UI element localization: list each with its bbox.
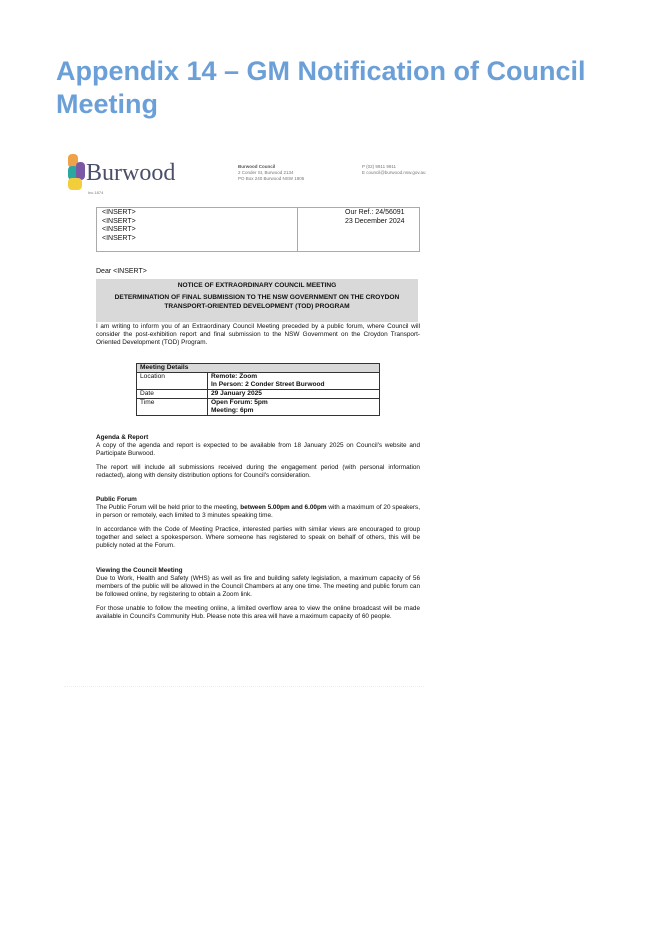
logo-mark-icon: [66, 152, 88, 194]
intro-paragraph: I am writing to inform you of an Extraordinary Council Meeting preceded by a public forum, where Council will consider the post-exhibition report and final submission to the NSW Government on the Croydon Transport-Oriented Development (TOD) Program.: [96, 323, 420, 346]
agenda-paragraph-2: The report will include all submissions received during the engagement period (with personal information redacted), along with density distribution options for Council's consideration.: [96, 464, 420, 479]
location-in-person: In Person: 2 Conder Street Burwood: [211, 381, 325, 388]
logo-word: Burwood: [86, 160, 176, 186]
letter-date: 23 December 2024: [345, 217, 405, 225]
address-line-1: 2 Conder St, Burwood 2134: [238, 170, 294, 175]
recipient-line: <INSERT>: [102, 217, 136, 225]
recipient-line: <INSERT>: [102, 226, 136, 234]
salutation: Dear <INSERT>: [96, 268, 147, 275]
forum-text-c: with a maximum of 20 speakers, in person or remotely, each limited to 3 minutes speaking time.: [96, 504, 420, 519]
time-value: [208, 399, 380, 416]
recipient-line: <INSERT>: [102, 234, 136, 242]
viewing-paragraph-1: Due to Work, Health and Safety (WHS) as well as fire and building safety legislation, a maximum capacity of 56 members of the public will be allowed in the Council Chambers at any one time. The meeting and public forum can be followed online, by registering to obtain a Zoom link.: [96, 575, 420, 598]
box-divider: [297, 208, 299, 251]
recipient-lines: [102, 209, 136, 243]
time-meeting: Meeting: 6pm: [211, 407, 254, 414]
reference-block: [345, 209, 405, 226]
notice-banner: [96, 279, 418, 322]
location-remote: Remote: Zoom: [211, 373, 258, 380]
page-heading: Appendix 14 – GM Notification of Council Meeting: [56, 56, 586, 119]
recipient-box: [96, 207, 420, 252]
public-forum-paragraph-2: In accordance with the Code of Meeting Practice, interested parties with similar views are encouraged to group together and select a spokesperson. Where someone has registered to speak on behalf of others, this will be publicly noted at the Forum.: [96, 526, 420, 549]
notice-subtitle: DETERMINATION OF FINAL SUBMISSION TO THE NSW GOVERNMENT ON THE CROYDON TRANSPORT-ORIENTED DEVELOPMENT (TOD) PROGRAM: [114, 294, 400, 310]
agenda-section: [96, 434, 420, 480]
forum-text-a: The Public Forum will be held prior to the meeting,: [96, 504, 241, 511]
address-line-2: PO Box 240 Burwood NSW 1805: [238, 176, 305, 181]
viewing-heading: Viewing the Council Meeting: [96, 567, 183, 574]
forum-text-time: between 5.00pm and 6.00pm: [240, 504, 327, 511]
viewing-section: [96, 567, 420, 621]
burwood-logo: [66, 152, 206, 198]
our-ref: Our Ref.: 24/56091: [345, 209, 405, 216]
public-forum-section: [96, 496, 420, 550]
public-forum-paragraph-1: [96, 504, 420, 520]
date-value: 29 January 2025: [208, 390, 380, 399]
council-address: [238, 164, 304, 182]
council-contact: [362, 164, 426, 176]
agenda-heading: Agenda & Report: [96, 434, 149, 441]
location-value: [208, 373, 380, 390]
meeting-details-table: [136, 363, 380, 416]
date-label: Date: [137, 390, 208, 399]
table-header: Meeting Details: [137, 364, 380, 373]
recipient-line: <INSERT>: [102, 209, 136, 216]
phone: P (02) 9911 9911: [362, 164, 397, 169]
org-name: Burwood Council: [238, 164, 276, 169]
viewing-paragraph-2: For those unable to follow the meeting online, a limited overflow area to view the online broadcast will be made available in Council's Community Hub. Please note this area will have a maximum capacity of 60 people.: [96, 605, 420, 620]
time-forum: Open Forum: 5pm: [211, 399, 268, 406]
email: E council@burwood.nsw.gov.au: [362, 170, 426, 175]
footer-rule: [64, 686, 424, 688]
public-forum-heading: Public Forum: [96, 496, 137, 503]
time-label: Time: [137, 399, 208, 416]
location-label: Location: [137, 373, 208, 390]
logo-inc: Inc.1874: [88, 190, 104, 195]
agenda-paragraph-1: A copy of the agenda and report is expected to be available from 18 January 2025 on Council's website and Participate Burwood.: [96, 442, 420, 457]
notice-title: NOTICE OF EXTRAORDINARY COUNCIL MEETING: [177, 282, 337, 289]
